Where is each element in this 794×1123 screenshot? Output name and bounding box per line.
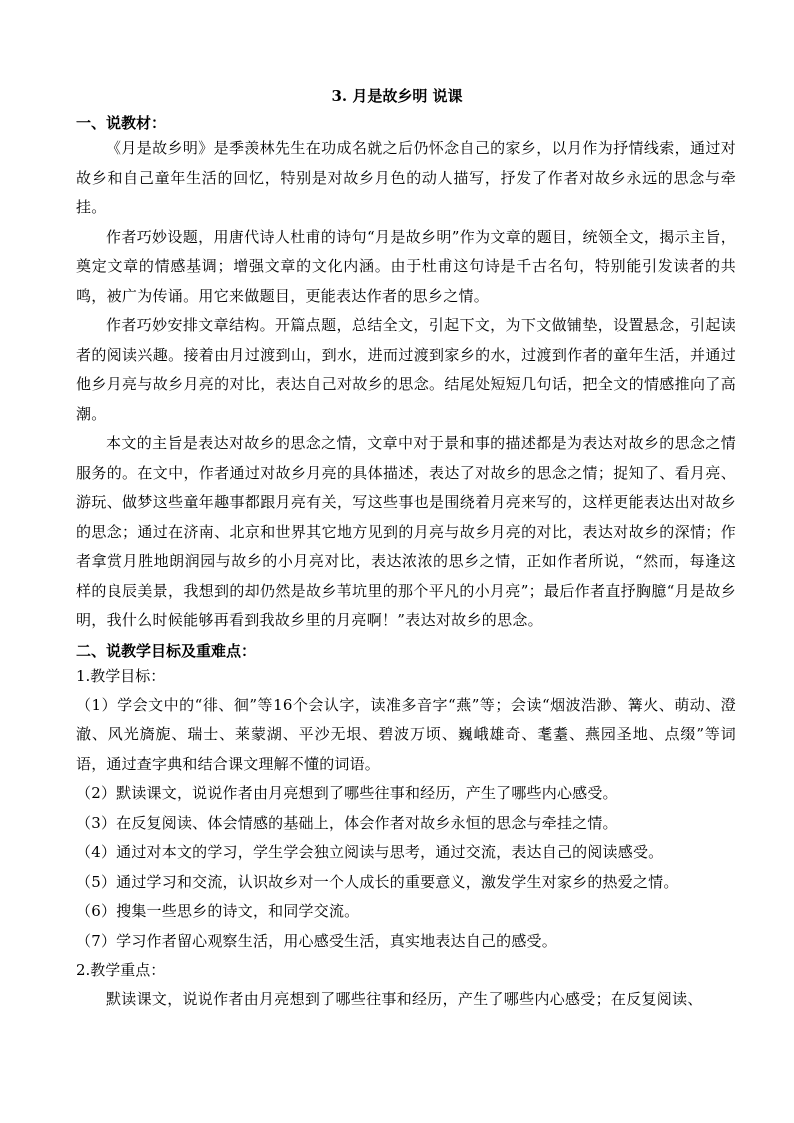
document-body: [76, 112, 736, 1015]
objectives-list: [76, 691, 736, 957]
key-points-label: 2.教学重点：: [76, 961, 166, 979]
document-title: 3. 月是故乡明 说课: [331, 87, 463, 105]
objective-item: （1）学会文中的“徘、徊”等16个会认字，读准多音字“燕”等；会读“烟波浩渺、篝火、萌动、澄澈、风光旖旎、瑞士、莱蒙湖、平沙无垠、碧波万顷、巍峨雄奇、耄耋、燕园圣地、点缀”等词语，通过查字典和结合课文理解不懂的词语。: [76, 695, 736, 773]
objective-item: （7）学习作者留心观察生活，用心感受生活，真实地表达自己的感受。: [76, 931, 557, 950]
paragraph-structure: 作者巧妙安排文章结构。开篇点题，总结全文，引起下文，为下文做铺垫，设置悬念，引起读者的阅读兴趣。接着由月过渡到山，到水，进而过渡到家乡的水，过渡到作者的童年生活，并通过他乡月亮与故乡月亮的对比，表达自己对故乡的思念。结尾处短短几句话，把全文的情感推向了高潮。: [76, 316, 736, 423]
key-points-text: 默读课文，说说作者由月亮想到了哪些往事和经历，产生了哪些内心感受；在反复阅读、: [106, 990, 703, 1008]
objective-item: （5）通过学习和交流，认识故乡对一个人成长的重要意义，激发学生对家乡的热爱之情。: [76, 872, 679, 891]
section-heading-textbook: 一、说教材：: [76, 114, 167, 132]
paragraph-intro: 《月是故乡明》是季羡林先生在功成名就之后仍怀念自己的家乡，以月作为抒情线索，通过对故乡和自己童年生活的回忆，特别是对故乡月色的动人描写，抒发了作者对故乡永远的思念与牵挂。: [76, 139, 736, 216]
paragraph-theme: 本文的主旨是表达对故乡的思念之情，文章中对于景和事的描述都是为表达对故乡的思念之情服务的。在文中，作者通过对故乡月亮的具体描述，表达了对故乡的思念之情；捉知了、看月亮、游玩、做梦这些童年趣事都跟月亮有关，写这些事也是围绕着月亮来写的，这样更能表达出对故乡的思念；通过在济南、北京和世界其它地方见到的月亮与故乡月亮的对比，表达对故乡的深情；作者拿赏月胜地朗润园与故乡的小月亮对比，表达浓浓的思乡之情，正如作者所说，“然而，每逢这样的良辰美景，我想到的却仍然是故乡苇坑里的那个平凡的小月亮”；最后作者直抒胸臆“月是故乡明，我什么时候能够再看到我故乡里的月亮啊！”表达对故乡的思念。: [76, 434, 736, 629]
objective-item: （2）默读课文，说说作者由月亮想到了哪些往事和经历，产生了哪些内心感受。: [76, 784, 618, 802]
paragraph-title-design: 作者巧妙设题，用唐代诗人杜甫的诗句“月是故乡明”作为文章的题目，统领全文，揭示主旨，奠定文章的情感基调；增强文章的文化内涵。由于杜甫这句诗是千古名句，特别能引发读者的共鸣，被广为传诵。用它来做题目，更能表达作者的思乡之情。: [76, 227, 736, 305]
section-heading-objectives: 二、说教学目标及重难点：: [76, 641, 257, 660]
objectives-label: 1.教学目标：: [76, 666, 166, 685]
objective-item: （6）搜集一些思乡的诗文，和同学交流。: [76, 902, 360, 920]
objective-item: （4）通过对本文的学习，学生学会独立阅读与思考，通过交流，表达自己的阅读感受。: [76, 843, 664, 861]
objective-item: （3）在反复阅读、体会情感的基础上，体会作者对故乡永恒的思念与牵挂之情。: [76, 813, 618, 832]
